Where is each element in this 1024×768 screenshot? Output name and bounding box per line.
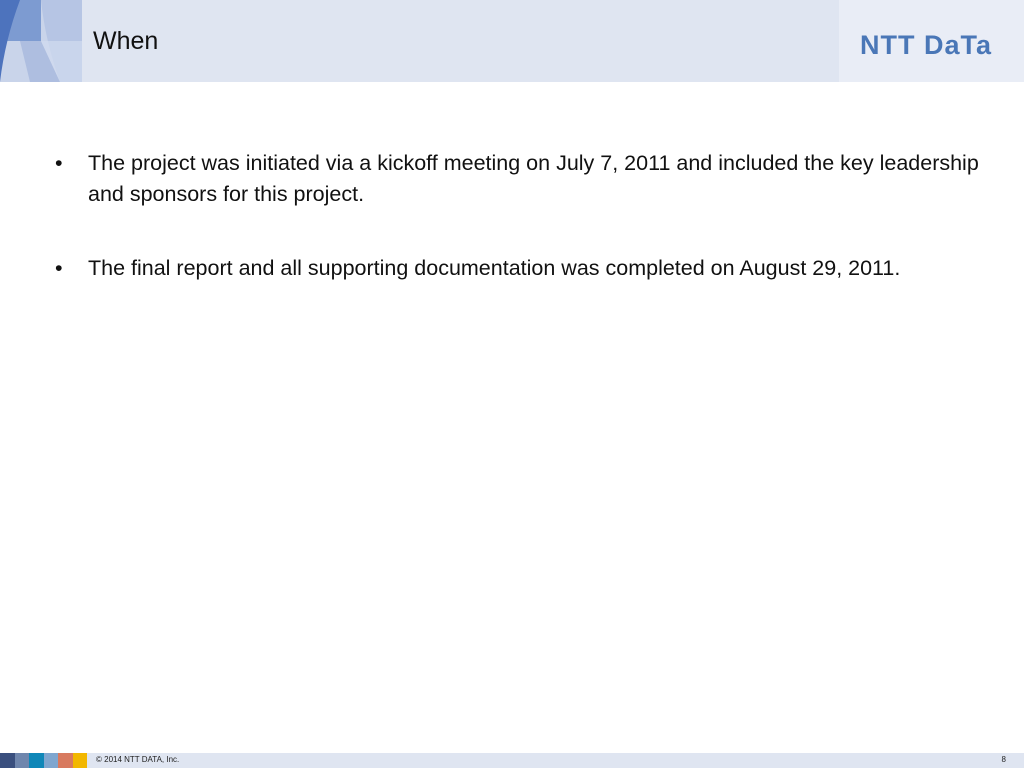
color-swatch bbox=[29, 753, 44, 768]
color-swatch-strip bbox=[0, 753, 87, 768]
slide-footer bbox=[0, 753, 1024, 768]
copyright-text: © 2014 NTT DATA, Inc. bbox=[96, 755, 180, 764]
slide-title: When bbox=[93, 27, 159, 55]
bullet-item bbox=[55, 253, 990, 284]
color-swatch bbox=[73, 753, 88, 768]
color-swatch bbox=[0, 753, 15, 768]
bullet-marker: • bbox=[55, 151, 63, 175]
page-number: 8 bbox=[1001, 755, 1006, 764]
color-swatch bbox=[58, 753, 73, 768]
header-decorative-graphic bbox=[0, 0, 82, 82]
header-wave-graphic bbox=[0, 0, 82, 82]
color-swatch bbox=[44, 753, 59, 768]
bullet-text: The project was initiated via a kickoff meeting on July 7, 2011 and included the key leadership and sponsors for this project. bbox=[88, 151, 979, 206]
logo-text: NTT DaTa bbox=[860, 30, 993, 60]
ntt-data-logo bbox=[860, 30, 1006, 60]
bullet-item bbox=[55, 148, 990, 210]
color-swatch bbox=[15, 753, 30, 768]
bullet-list bbox=[55, 148, 990, 327]
bullet-text: The final report and all supporting documentation was completed on August 29, 2011. bbox=[88, 256, 901, 280]
slide-header bbox=[0, 0, 1024, 82]
bullet-marker: • bbox=[55, 256, 63, 280]
